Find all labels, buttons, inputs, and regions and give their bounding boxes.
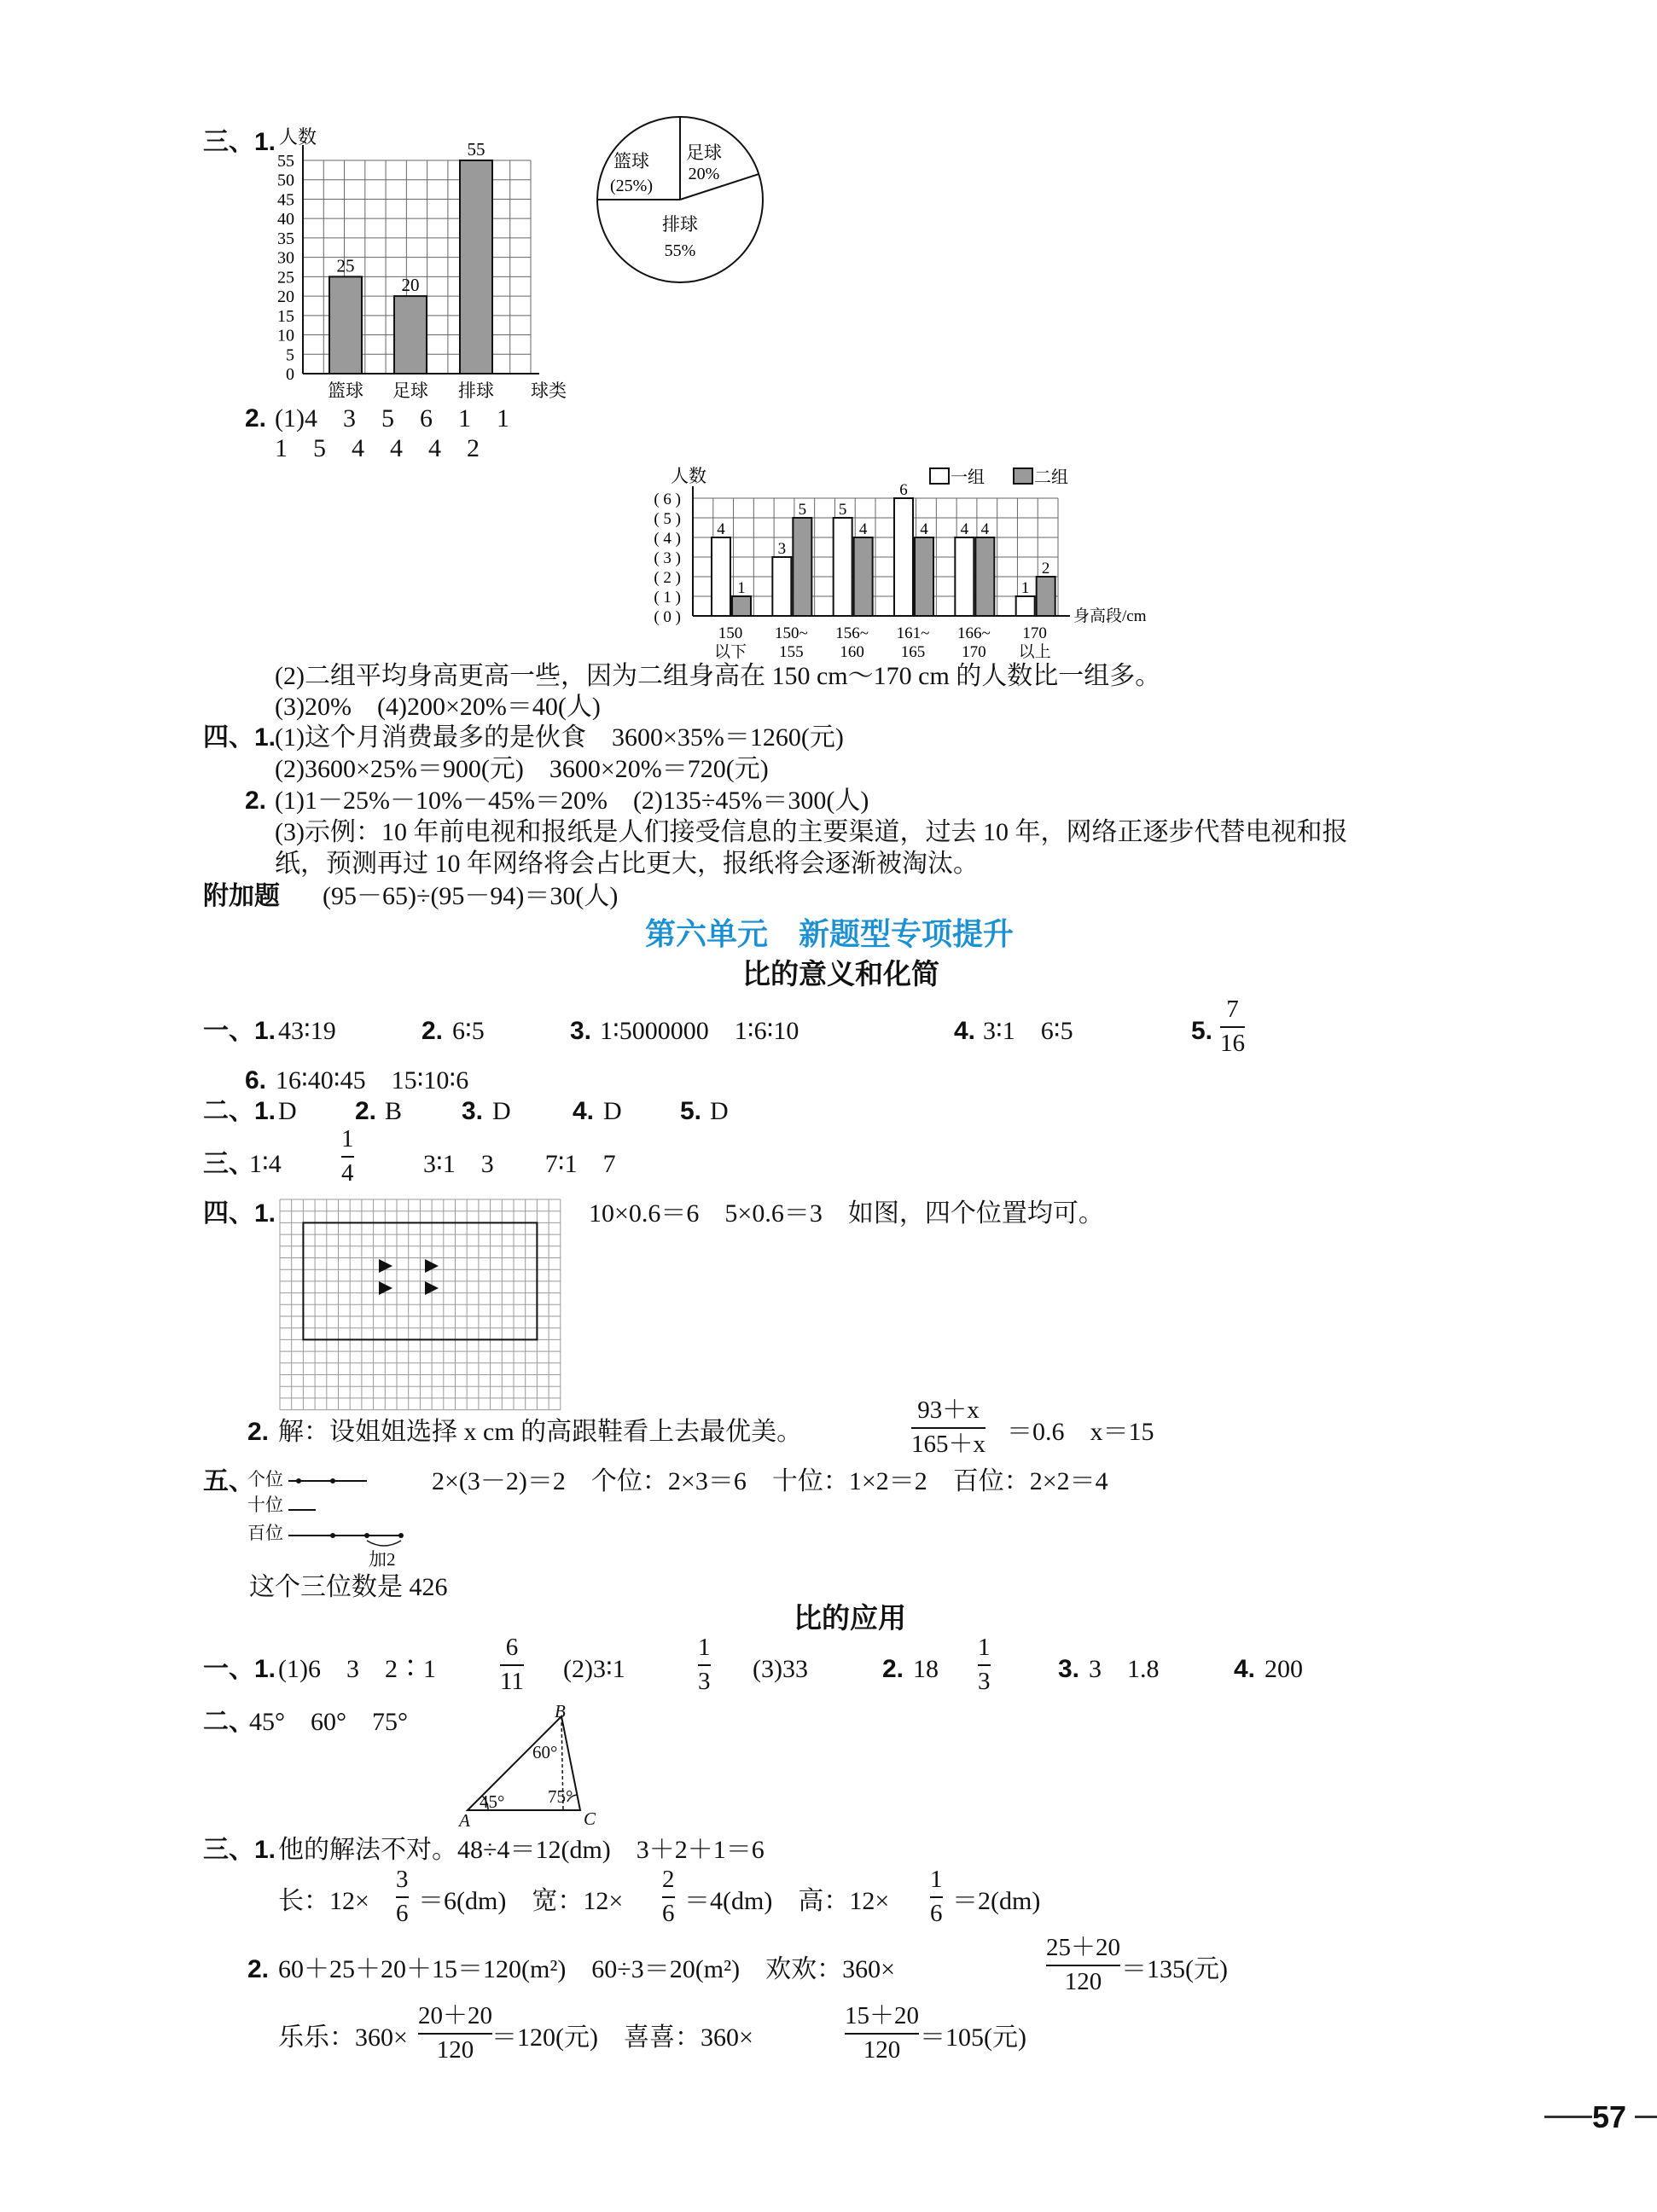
fraction: 1 3: [978, 1634, 991, 1695]
pie-slice-label: 篮球: [613, 151, 649, 171]
answer: 乐乐：360×: [278, 2023, 408, 2052]
q-label-s3-1: 三、1.: [203, 128, 276, 156]
q-label: 6.: [245, 1066, 267, 1094]
x-tick-label: 155: [779, 643, 804, 661]
y-tick-label: ( 0 ): [654, 608, 681, 626]
x-tick-label: 170: [962, 643, 986, 661]
answer: 3∶1 6∶5: [983, 1017, 1073, 1045]
pie-slice-value: 55%: [664, 241, 696, 260]
section-title-2: 比的应用: [794, 1602, 906, 1634]
fraction: 3 6: [396, 1866, 409, 1927]
y-tick-label: ( 3 ): [654, 549, 681, 567]
answer: ＝6(dm) 宽：12×: [418, 1887, 624, 1915]
bar-value-label: 4: [858, 520, 868, 538]
q-label: 3.: [570, 1017, 592, 1045]
answer: 6∶5: [452, 1017, 485, 1045]
bar: [1037, 577, 1055, 616]
s4-line1: (1)这个月消费最多的是伙食 3600×35%＝1260(元): [275, 723, 844, 752]
legend-swatch: [1014, 468, 1032, 484]
answer: 16∶40∶45 15∶10∶6: [276, 1066, 469, 1094]
answer: 60＋25＋20＋15＝120(m²) 60÷3＝20(m²) 欢欢：360×: [278, 1955, 896, 1983]
answer: 10×0.6＝6 5×0.6＝3 如图，四个位置均可。: [589, 1199, 1104, 1228]
q-label: 4.: [954, 1017, 976, 1045]
bar: [793, 518, 811, 616]
fraction: 20＋20 120: [418, 2002, 493, 2064]
fraction: 7 16: [1220, 996, 1245, 1057]
bar: [915, 537, 933, 616]
bar-value-label: 4: [980, 520, 990, 538]
y-tick-label: 30: [277, 248, 294, 268]
angle-label-75: 75°: [548, 1786, 573, 1807]
x-tick-label: 166~: [956, 624, 991, 642]
page-number-rule: [1544, 2116, 1592, 2118]
s4-line4: (3)示例：10 年前电视和报纸是人们接受信息的主要渠道，过去 10 年，网络正逐步代替电视和报: [275, 818, 1348, 846]
bar-value-label: 3: [777, 540, 787, 558]
answer: 43∶19: [278, 1017, 336, 1045]
answer: 长：12×: [278, 1887, 369, 1915]
bar: [834, 518, 852, 616]
x-tick-label: 150: [718, 624, 743, 642]
bar: [772, 557, 791, 616]
y-tick-label: 10: [277, 326, 294, 345]
bar: [975, 537, 994, 616]
bar: [854, 537, 873, 616]
q-label: 4.: [573, 1097, 595, 1125]
answer: 1∶4: [249, 1150, 282, 1178]
answer: (3)33: [753, 1655, 808, 1683]
y-tick-label: ( 6 ): [654, 491, 681, 508]
angle-label-60: 60°: [532, 1742, 558, 1762]
pie-slice-value: 20%: [688, 165, 720, 183]
bar: [1016, 596, 1035, 616]
x-tick-label: 以下: [713, 643, 747, 661]
bar: [732, 596, 751, 616]
angle-label-45: 45°: [480, 1791, 505, 1812]
answer: B: [385, 1097, 403, 1125]
y-tick-label: 45: [277, 190, 294, 210]
answer: ＝4(dm) 高：12×: [684, 1887, 890, 1915]
answer: ＝105(元): [920, 2023, 1026, 2052]
bar-value-label: 20: [401, 275, 420, 296]
answer: 18: [913, 1655, 939, 1683]
vertex-label-b: B: [555, 1701, 566, 1721]
bar-value-label: 4: [960, 520, 969, 538]
triangle-figure: [0, 0, 614, 1843]
digit-label-tens: 十位: [247, 1495, 283, 1515]
digit-label-ones: 个位: [247, 1469, 283, 1489]
q-label: 3.: [1058, 1655, 1080, 1683]
q-label: 一、1.: [203, 1655, 276, 1683]
add-label: 加2: [369, 1549, 396, 1570]
y-tick-label: 40: [277, 210, 294, 229]
x-axis-label: 球类: [531, 380, 567, 401]
fraction: 1 6: [930, 1866, 943, 1927]
fraction: 93＋x 165＋x: [911, 1396, 986, 1458]
y-tick-label: ( 5 ): [654, 510, 681, 528]
y-tick-label: 0: [286, 365, 294, 384]
answer: 他的解法不对。48÷4＝12(dm) 3＋2＋1＝6: [278, 1836, 765, 1864]
q-label: 2.: [882, 1655, 904, 1683]
q-label: 二、: [203, 1708, 254, 1736]
s4-line2: (2)3600×25%＝900(元) 3600×20%＝720(元): [275, 755, 769, 783]
answer: 这个三位数是 426: [249, 1573, 448, 1601]
vertex-label-a: A: [459, 1810, 470, 1831]
unit-title: 第六单元 新题型专项提升: [645, 916, 1015, 951]
fraction: 1 3: [698, 1634, 711, 1695]
y-tick-label: 55: [277, 152, 294, 171]
answer: D: [492, 1097, 511, 1125]
q-label: 5.: [680, 1097, 702, 1125]
fraction: 6 11: [500, 1634, 524, 1695]
y-axis-label: 人数: [671, 466, 706, 486]
answer: (1)6 3 2∶1: [278, 1655, 436, 1683]
x-tick-label: 足球: [392, 380, 428, 401]
bar-value-label: 5: [838, 501, 847, 519]
s4-line3: (1)1－25%－10%－45%＝20% (2)135÷45%＝300(人): [275, 787, 869, 815]
fraction: 1 4: [341, 1125, 354, 1187]
legend-label: 一组: [951, 468, 985, 487]
q-label: 二、1.: [203, 1097, 276, 1125]
x-tick-label: 170: [1022, 624, 1047, 642]
y-tick-label: 50: [277, 171, 294, 190]
bar-value-label: 1: [1020, 579, 1030, 597]
y-tick-label: 35: [277, 229, 294, 248]
x-tick-label: 156~: [835, 624, 869, 642]
y-tick-label: 5: [286, 345, 294, 365]
q-label-s4-1: 四、1.: [203, 723, 276, 752]
q-label: 2.: [422, 1017, 444, 1045]
legend-swatch: [930, 468, 949, 484]
q-label: 三、: [203, 1150, 254, 1178]
fraction: 15＋20 120: [845, 2002, 920, 2064]
pie-slice-label: 足球: [686, 142, 722, 163]
q-label: 5.: [1191, 1017, 1213, 1045]
x-tick-label: 排球: [458, 380, 494, 401]
answer: 3 1.8: [1089, 1655, 1160, 1683]
answer: 1∶5000000 1∶6∶10: [600, 1017, 799, 1045]
q2-part3: (3)20% (4)200×20%＝40(人): [275, 693, 601, 721]
x-tick-label: 160: [840, 643, 864, 661]
q-label: 一、1.: [203, 1017, 276, 1045]
x-tick-label: 以上: [1018, 643, 1051, 661]
x-axis-label: 身高段/cm: [1073, 607, 1147, 625]
answer: 解：设姐姐选择 x cm 的高跟鞋看上去最优美。: [278, 1418, 803, 1446]
x-tick-label: 篮球: [328, 380, 363, 401]
y-tick-label: ( 4 ): [654, 530, 681, 548]
answer: 45° 60° 75°: [249, 1708, 408, 1736]
answer: ＝135(元): [1121, 1955, 1228, 1983]
answer: ＝120(元) 喜喜：360×: [491, 2023, 753, 2052]
answer: D: [278, 1097, 297, 1125]
bar-value-label: 6: [899, 481, 908, 499]
answer: ＝0.6 x＝15: [1007, 1418, 1154, 1446]
extra-label: 附加题: [203, 882, 280, 910]
q-label: 三、1.: [203, 1836, 276, 1864]
q2-row1: (1)4 3 5 6 1 1: [275, 404, 509, 433]
q-label: 五、: [203, 1467, 254, 1495]
answer: 200: [1265, 1655, 1303, 1683]
bar: [712, 537, 730, 616]
answer: 2×(3－2)＝2 个位：2×3＝6 十位：1×2＝2 百位：2×2＝4: [432, 1467, 1108, 1495]
q-label: 3.: [462, 1097, 484, 1125]
bar-value-label: 55: [467, 139, 485, 160]
q-label: 4.: [1234, 1655, 1256, 1683]
bar-value-label: 4: [717, 520, 725, 538]
q-label-s3-2: 2.: [245, 404, 267, 433]
section-title-1: 比的意义和化简: [742, 958, 939, 990]
s4-line5: 纸，预测再过 10 年网络将会占比更大，报纸将会逐渐被淘汰。: [275, 850, 979, 878]
fraction: 25＋20 120: [1046, 1934, 1121, 1995]
q-label: 2.: [355, 1097, 377, 1125]
pie-slice-value: (25%): [610, 177, 653, 195]
legend-label: 二组: [1034, 468, 1068, 487]
fraction: 2 6: [662, 1866, 675, 1927]
bar-value-label: 4: [920, 520, 928, 538]
bar-value-label: 5: [798, 501, 807, 519]
y-tick-label: 20: [277, 287, 294, 307]
q-label: 2.: [247, 1418, 270, 1446]
digit-label-hundreds: 百位: [247, 1523, 283, 1543]
answer: D: [603, 1097, 622, 1125]
x-tick-label: 150~: [774, 624, 808, 642]
page-number-rule: [1635, 2116, 1657, 2118]
x-tick-label: 161~: [896, 624, 930, 642]
bar-value-label: 1: [737, 579, 746, 597]
bar: [894, 498, 913, 616]
answer: (2)3∶1: [563, 1655, 625, 1683]
y-tick-label: ( 2 ): [654, 569, 681, 587]
q2-part2: (2)二组平均身高更高一些，因为二组身高在 150 cm～170 cm 的人数比一组多。: [275, 662, 1161, 690]
bar-value-label: 2: [1041, 560, 1050, 578]
bar: [955, 537, 974, 616]
q-label-s4-2: 2.: [245, 787, 267, 815]
bar-value-label: 25: [336, 255, 355, 276]
answer: 3∶1 3 7∶1 7: [423, 1150, 616, 1178]
q2-row2: 1 5 4 4 4 2: [275, 434, 480, 462]
answer: ＝2(dm): [952, 1887, 1041, 1915]
pie-slice-label: 排球: [662, 214, 698, 235]
y-axis-label: 人数: [279, 126, 317, 148]
q-label: 2.: [247, 1955, 270, 1983]
y-tick-label: ( 1 ): [654, 589, 681, 607]
y-tick-label: 15: [277, 306, 294, 326]
q-label: 四、1.: [203, 1199, 276, 1228]
vertex-label-c: C: [584, 1808, 596, 1829]
y-tick-label: 25: [277, 268, 294, 287]
x-tick-label: 165: [900, 643, 926, 661]
page-number: 57: [1592, 2099, 1627, 2134]
extra-text: (95－65)÷(95－94)＝30(人): [323, 882, 619, 910]
answer: D: [710, 1097, 729, 1125]
